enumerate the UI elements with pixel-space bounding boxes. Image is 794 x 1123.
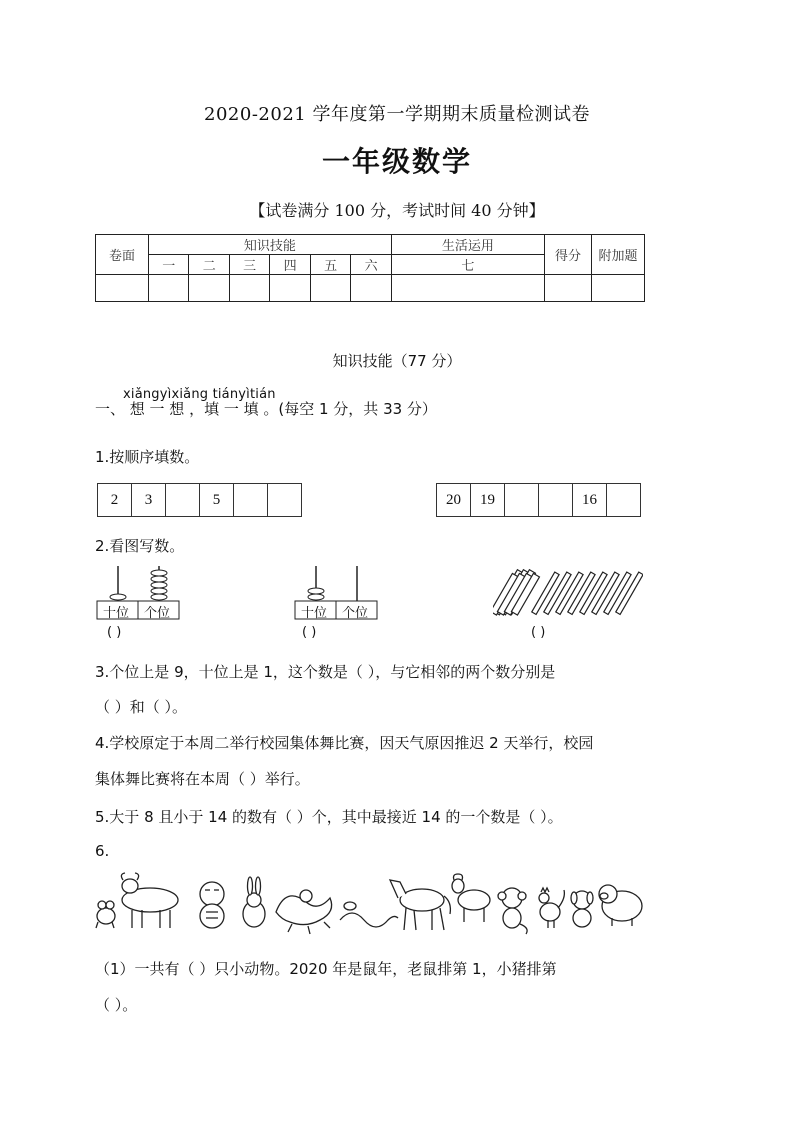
q4-line2: 集体舞比赛将在本周（ ）举行。 [95,770,310,788]
part1-heading: 一、 想 一 想 ，填 一 填 。(每空 1 分，共 33 分） [95,400,437,418]
horse-icon [390,880,450,930]
tiger-icon [200,882,224,928]
sequence-b [437,483,641,517]
ox-icon [121,873,178,928]
seq-box[interactable] [233,483,268,517]
zodiac-animals-row [92,872,652,936]
seq-box[interactable]: 19 [470,483,505,517]
q5-text: 5.大于 8 且小于 14 的数有（ ）个，其中最接近 14 的一个数是（ ）。 [95,808,563,826]
col-2: 二 [189,255,229,275]
dragon-icon [276,890,332,934]
score-cell[interactable] [270,275,310,302]
seq-box[interactable]: 3 [131,483,166,517]
q3-line2: （ ）和（ ）。 [95,698,188,716]
mouse-icon [96,901,115,928]
exam-note: 【试卷满分 100 分，考试时间 40 分钟】 [249,201,545,220]
exam-title: 2020-2021 学年度第一学期期末质量检测试卷 [204,104,590,125]
col-1: 一 [149,255,189,275]
q6-sub1-line2: （ ）。 [95,996,138,1014]
seq-box[interactable] [267,483,302,517]
goat-icon [452,874,490,922]
q6-sub1-line1: （1）一共有（ ）只小动物。2020 年是鼠年，老鼠排第 1，小猪排第 [95,960,557,978]
col-5: 五 [310,255,350,275]
score-cell[interactable] [149,275,189,302]
seq-box[interactable] [606,483,641,517]
juanmian-cell: 卷面 [96,235,149,275]
tens-label-2: 十位 [301,606,328,621]
shenghuo-header: 生活运用 [391,235,544,255]
seq-box[interactable] [504,483,539,517]
answer-paren-2[interactable]: ( ) [302,625,317,640]
q4-line1: 4.学校原定于本周二举行校园集体舞比赛，因天气原因推迟 2 天举行，校园 [95,734,594,752]
seq-box[interactable] [165,483,200,517]
pig-icon [599,885,642,926]
answer-paren-1[interactable]: ( ) [107,625,122,640]
q3-line1: 3.个位上是 9，十位上是 1，这个数是（ ），与它相邻的两个数分别是 [95,663,556,681]
subject-title: 一年级数学 [321,145,472,178]
section-title: 知识技能（77 分） [332,352,462,370]
fujia-cell: 附加题 [592,235,645,275]
score-cell[interactable] [351,275,391,302]
col-7: 七 [391,255,544,275]
score-cell[interactable] [592,275,645,302]
pinyin-line: xiǎngyìxiǎng tiányìtián [123,387,276,402]
col-3: 三 [229,255,269,275]
col-6: 六 [351,255,391,275]
q2-text: 2.看图写数。 [95,537,185,555]
seq-box[interactable]: 2 [97,483,132,517]
rooster-icon [539,888,564,928]
q1-text: 1.按顺序填数。 [95,448,200,466]
seq-box[interactable]: 16 [572,483,607,517]
dog-icon [571,891,593,927]
defen-cell: 得分 [545,235,592,275]
seq-box[interactable] [538,483,573,517]
monkey-icon [498,888,527,934]
q6-label: 6. [95,842,110,860]
sequence-a [98,483,302,517]
score-cell[interactable] [189,275,229,302]
seq-box[interactable]: 5 [199,483,234,517]
score-cell[interactable] [545,275,592,302]
score-cell[interactable] [96,275,149,302]
score-cell[interactable] [310,275,350,302]
sticks-bundle-icon [493,566,643,618]
score-cell[interactable] [391,275,544,302]
score-cell[interactable] [229,275,269,302]
rabbit-icon [243,877,265,927]
answer-paren-3[interactable]: ( ) [531,625,546,640]
col-4: 四 [270,255,310,275]
score-table [95,234,645,302]
ones-label: 个位 [144,606,171,621]
zhishi-header: 知识技能 [149,235,392,255]
ones-label-2: 个位 [342,606,369,621]
seq-box[interactable]: 20 [436,483,471,517]
tens-label: 十位 [103,606,130,621]
snake-icon [340,902,398,927]
